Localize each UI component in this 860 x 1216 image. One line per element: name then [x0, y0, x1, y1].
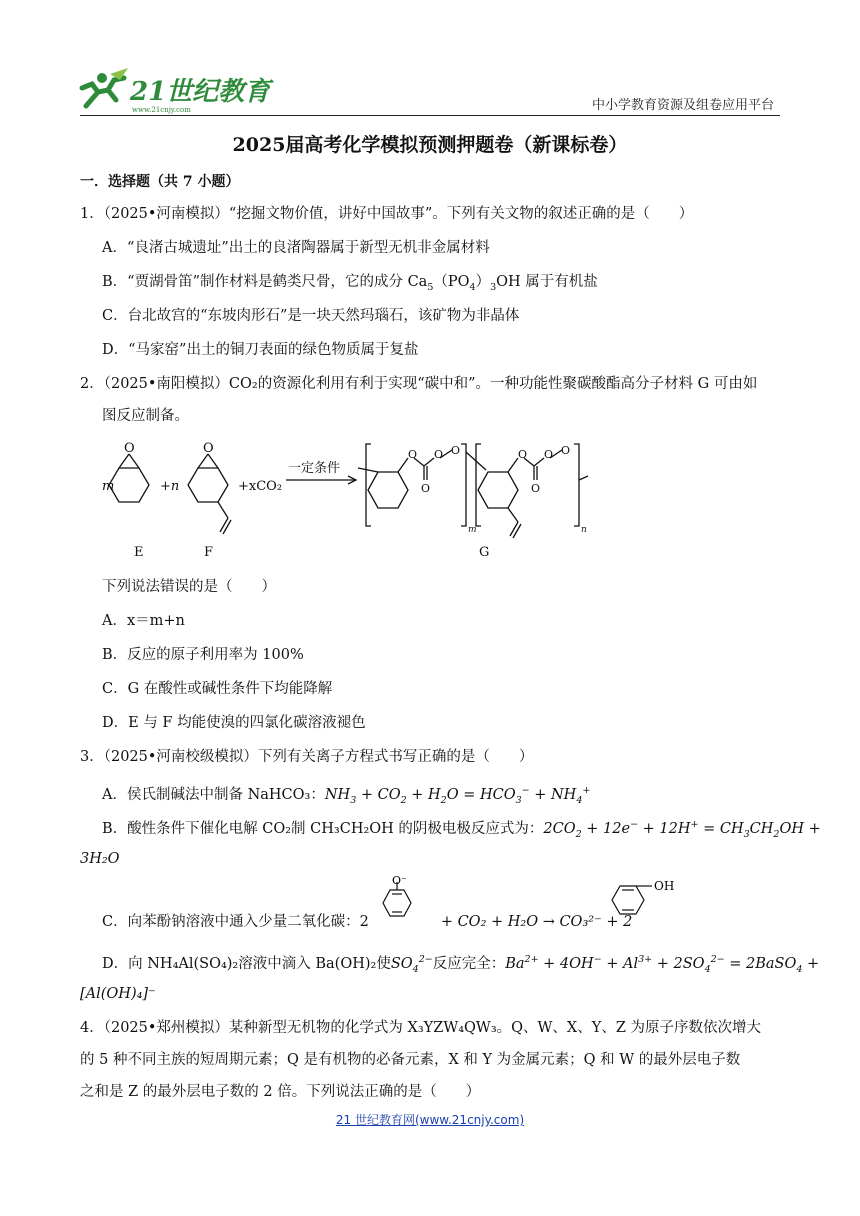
- svg-text:O: O: [434, 448, 444, 461]
- q3-option-d-cont: [Al(OH)₄]⁻: [80, 986, 156, 1002]
- q2-option-c[interactable]: C．G 在酸性或碱性条件下均能降解: [102, 681, 333, 697]
- svg-text:E: E: [134, 545, 144, 560]
- svg-text:OH: OH: [654, 879, 675, 893]
- platform-name: 中小学教育资源及组卷应用平台: [591, 98, 774, 113]
- svg-text:O: O: [544, 448, 554, 461]
- q3-option-c[interactable]: C．向苯酚钠溶液中通入少量二氧化碳：2 + CO₂ + H₂O → CO₃²⁻ + 2: [102, 914, 633, 930]
- q1-option-c[interactable]: C．台北故宫的“东坡肉形石”是一块天然玛瑙石，该矿物为非晶体: [102, 308, 520, 324]
- logo-text: 21世纪教育: [130, 77, 271, 107]
- q1-option-a[interactable]: A．“良渚古城遗址”出土的良渚陶器属于新型无机非金属材料: [102, 240, 490, 256]
- svg-text:F: F: [204, 545, 214, 560]
- runner-icon: [82, 68, 128, 106]
- q4-stem-line2: 的 5 种不同主族的短周期元素；Q 是有机物的必备元素，X 和 Y 为金属元素；Q 和 W 的最外层电子数: [80, 1052, 741, 1068]
- svg-text:O⁻: O⁻: [392, 874, 407, 887]
- q1-option-b[interactable]: B．“贾湖骨笛”制作材料是鹤类尺骨，它的成分 $Ca_5(PO_4)_3OH$ 属于有机盐: [102, 274, 598, 293]
- svg-text:+n: +n: [160, 479, 180, 494]
- q3-option-a[interactable]: A．侯氏制碱法中制备 NaHCO₃：$NH_3 + CO_2 + H_2O = HCO_3^- + NH_4^+$: [102, 785, 591, 806]
- svg-text:O: O: [124, 441, 135, 456]
- q3-stem: 3．（2025•河南校级模拟）下列有关离子方程式书写正确的是（ ）: [80, 749, 534, 765]
- q1-option-d[interactable]: D．“马家窑”出土的铜刀表面的绿色物质属于复盐: [102, 342, 419, 358]
- q2-prompt: 下列说法错误的是（ ）: [102, 579, 276, 595]
- footer-link[interactable]: 21 世纪教育网(www.21cnjy.com): [335, 1113, 525, 1127]
- logo-url: www.21cnjy.com: [132, 106, 191, 114]
- svg-text:O: O: [561, 444, 571, 457]
- svg-text:G: G: [479, 545, 490, 560]
- page-title: 2025届高考化学模拟预测押题卷（新课标卷）: [232, 134, 628, 156]
- svg-text:O: O: [451, 444, 461, 457]
- q3-option-b-cont: 3H₂O: [80, 851, 120, 867]
- phenoxide-structure: [370, 876, 430, 926]
- svg-text:O: O: [518, 448, 528, 461]
- svg-text:n: n: [581, 525, 587, 535]
- q2-option-b[interactable]: B．反应的原子利用率为 100%: [102, 647, 304, 663]
- reaction-scheme: [96, 440, 596, 566]
- compound-f-ring: [188, 468, 228, 502]
- phenol-structure: [606, 876, 696, 926]
- svg-text:m: m: [102, 479, 115, 494]
- q3-option-b[interactable]: B．酸性条件下催化电解 CO₂制 CH₃CH₂OH 的阴极电极反应式为：$2CO_2 + 12e^- + 12H^+ = CH_3CH_2OH$ +: [102, 819, 821, 840]
- svg-text:O: O: [531, 482, 541, 495]
- svg-text:O: O: [408, 448, 418, 461]
- q4-stem-line1: 4．（2025•郑州模拟）某种新型无机物的化学式为 X₃YZW₄QW₃。Q、W、X、Y、Z 为原子序数依次增大: [80, 1020, 762, 1036]
- svg-text:一定条件: 一定条件: [288, 461, 341, 476]
- compound-e-ring: [109, 468, 149, 502]
- q4-stem-line3: 之和是 Z 的最外层电子数的 2 倍。下列说法正确的是（ ）: [80, 1084, 481, 1100]
- q2-option-a[interactable]: A．x＝m+n: [102, 613, 185, 629]
- site-logo: [80, 66, 271, 116]
- svg-text:m: m: [468, 525, 477, 535]
- q2-stem-line2: 图反应制备。: [102, 408, 189, 424]
- svg-text:O: O: [203, 441, 214, 456]
- q1-stem: 1．（2025•河南模拟）“挖掘文物价值，讲好中国故事”。下列有关文物的叙述正确的是（ ）: [80, 206, 694, 222]
- header-rule: [80, 115, 780, 116]
- q2-stem-line1: 2．（2025•南阳模拟）CO₂的资源化利用有利于实现“碳中和”。一种功能性聚碳酸酯高分子材料 G 可由如: [80, 376, 758, 392]
- q3-option-d[interactable]: D．向 NH₄Al(SO₄)₂溶液中滴入 Ba(OH)₂使$SO_4^{2-}$反应完全：$Ba^{2+} + 4OH^- + Al^{3+} + 2SO_4^{2-}$ = 2BaSO$_4$ +: [102, 954, 820, 975]
- section-heading: 一．选择题（共 7 小题）: [80, 174, 240, 190]
- q2-option-d[interactable]: D．E 与 F 均能使溴的四氯化碳溶液褪色: [102, 715, 366, 731]
- svg-text:+xCO₂: +xCO₂: [238, 479, 283, 494]
- svg-text:O: O: [421, 482, 431, 495]
